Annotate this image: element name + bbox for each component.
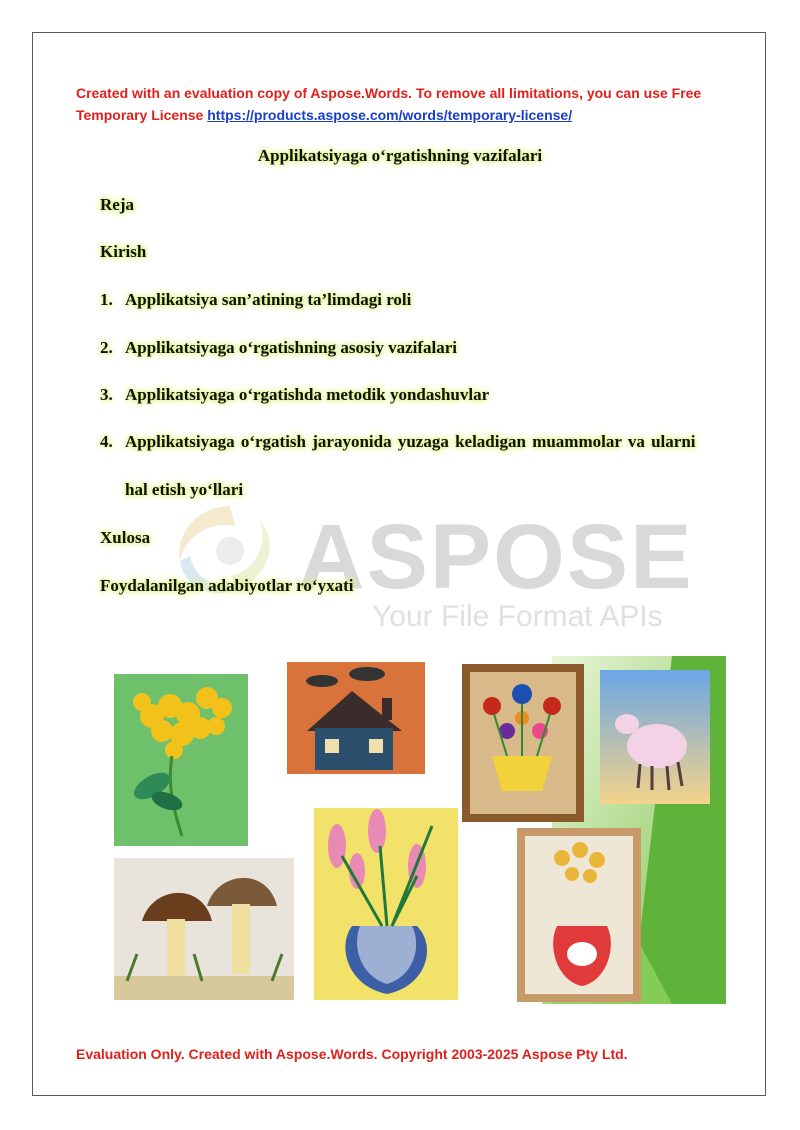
evaluation-header bbox=[76, 82, 736, 126]
mushroom-applique bbox=[114, 858, 294, 1000]
evaluation-notice: Created with an evaluation copy of Aspose.Words. To remove all limitations, you can use Free Temporary License bbox=[76, 85, 702, 123]
watermark-tagline: Your File Format APIs bbox=[372, 600, 663, 633]
list-number: 1. bbox=[100, 290, 113, 309]
list-text: Applikatsiyaga o‘rgatishda metodik yondashuvlar bbox=[125, 385, 490, 404]
list-text: Applikatsiya san’atining ta’limdagi roli bbox=[125, 290, 412, 309]
references-heading: Foydalanilgan adabiyotlar ro‘yxati bbox=[100, 576, 354, 595]
list-number: 4. bbox=[100, 432, 113, 451]
hyacinth-vase-applique bbox=[314, 808, 458, 1000]
house-applique bbox=[287, 662, 425, 774]
list-item-continuation: hal etish yo‘llari bbox=[125, 480, 244, 499]
framed-vase-applique bbox=[517, 828, 641, 1002]
list-item bbox=[100, 338, 457, 358]
list-item bbox=[100, 432, 696, 452]
xulosa-heading: Xulosa bbox=[100, 528, 151, 547]
mimosa-applique bbox=[114, 674, 248, 846]
sheep-applique bbox=[600, 670, 710, 804]
list-item bbox=[100, 290, 411, 310]
evaluation-footer: Evaluation Only. Created with Aspose.Words. Copyright 2003-2025 Aspose Pty Ltd. bbox=[76, 1046, 628, 1062]
document-title: Applikatsiyaga o‘rgatishning vazifalari bbox=[257, 146, 543, 165]
license-link[interactable]: https://products.aspose.com/words/temporary-license/ bbox=[207, 107, 573, 123]
kirish-heading: Kirish bbox=[100, 242, 147, 261]
watermark-brand: ASPOSE bbox=[298, 506, 694, 608]
reja-heading: Reja bbox=[100, 195, 134, 214]
flower-basket-applique bbox=[462, 664, 584, 822]
list-text: Applikatsiyaga o‘rgatishning asosiy vazifalari bbox=[125, 338, 458, 357]
applique-collage-image bbox=[112, 636, 726, 1004]
list-item bbox=[100, 385, 489, 405]
list-number: 3. bbox=[100, 385, 113, 404]
list-text: Applikatsiyaga o‘rgatish jarayonida yuzaga keladigan muammolar va ularni bbox=[125, 432, 696, 451]
list-number: 2. bbox=[100, 338, 113, 357]
